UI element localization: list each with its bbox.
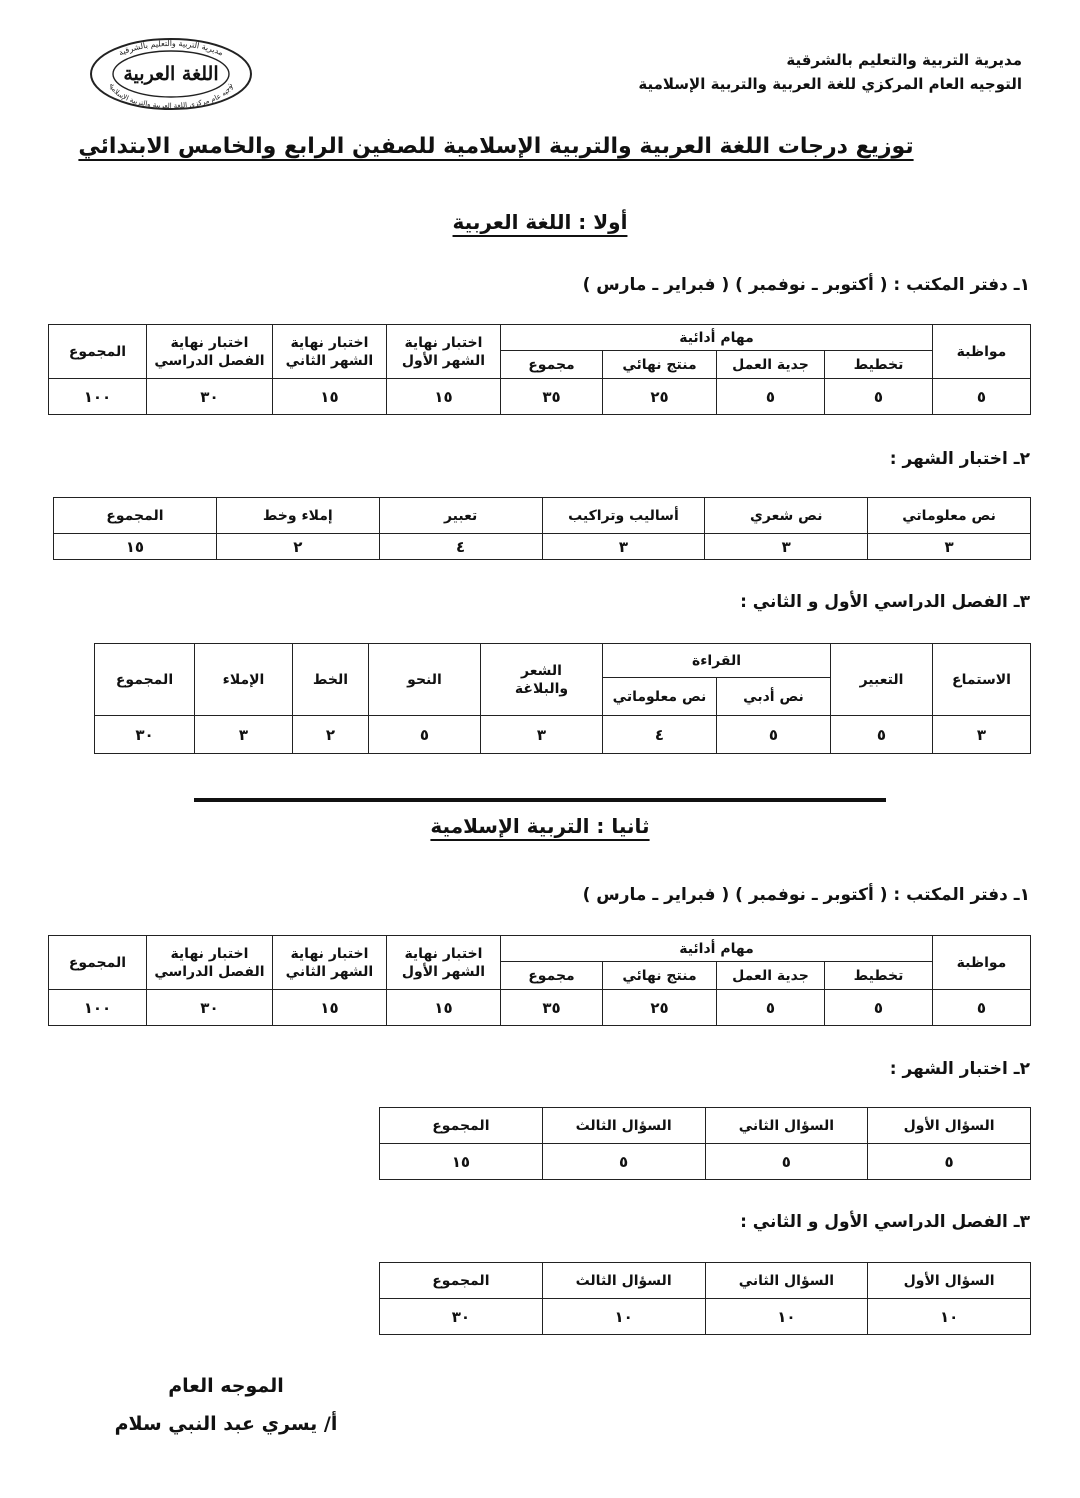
value-cell: ٥ (717, 379, 825, 415)
value-cell: ١٥ (54, 534, 217, 560)
value-cell: ٢٥ (603, 990, 717, 1026)
header-poetic-text: نص شعري (705, 498, 868, 534)
month-test-table-islamic (379, 1107, 1031, 1180)
header-literary-text: نص أدبي (717, 678, 831, 716)
table-row (380, 1144, 1031, 1180)
value-cell: ٣ (933, 716, 1031, 754)
notebook-grades-table-islamic (48, 935, 1031, 1026)
value-cell: ٥ (933, 379, 1031, 415)
header-performance-tasks: مهام أدائية (500, 325, 932, 351)
header-listening: الاستماع (933, 644, 1031, 716)
header-informational-text: نص معلوماتي (603, 678, 717, 716)
header-handwriting: الخط (293, 644, 369, 716)
header-planning: تخطيط (825, 962, 933, 990)
value-cell: ٣ (481, 716, 603, 754)
table-row (95, 716, 1031, 754)
value-cell: ٥ (369, 716, 481, 754)
header-question-3: السؤال الثالث (542, 1108, 705, 1144)
value-cell: ١٠٠ (48, 990, 146, 1026)
header-question-1: السؤال الأول (868, 1108, 1031, 1144)
value-cell: ١٥ (272, 379, 386, 415)
value-cell: ٥ (933, 990, 1031, 1026)
value-cell: ٤ (379, 534, 542, 560)
header-total: المجموع (380, 1263, 543, 1299)
header-month1-test: اختبار نهاية الشهر الأول (386, 936, 500, 990)
header-question-3: السؤال الثالث (542, 1263, 705, 1299)
month-test-label-arabic: ٢ـ اختبار الشهر : (889, 449, 1030, 469)
notebook-label-arabic: ١ـ دفتر المكتب : ( أكتوبر ـ نوفمبر ) ( فبراير ـ مارس ) (582, 275, 1030, 295)
directorate-line: مديرية التربية والتعليم بالشرقية (786, 51, 1022, 69)
document-title: توزيع درجات اللغة العربية والتربية الإسلامية للصفين الرابع والخامس الابتدائي (78, 134, 914, 159)
logo-center-text: اللغة العربية (123, 63, 219, 85)
logo-ring-top-text: مديرية التربية والتعليم بالشرقية (117, 38, 225, 58)
value-cell: ٥ (717, 990, 825, 1026)
header-total: المجموع (48, 325, 146, 379)
value-cell: ٥ (825, 379, 933, 415)
header-tasks-sum: مجموع (500, 351, 602, 379)
value-cell: ٣٥ (500, 379, 602, 415)
term-test-label-islamic: ٣ـ الفصل الدراسي الأول و الثاني : (740, 1212, 1030, 1232)
month-test-table-arabic (53, 497, 1031, 560)
table-row (54, 534, 1031, 560)
value-cell: ٣ (195, 716, 293, 754)
value-cell: ١٥ (386, 379, 500, 415)
header-seriousness: جدية العمل (717, 351, 825, 379)
header-planning: تخطيط (825, 351, 933, 379)
section-heading-islamic: ثانيا : التربية الإسلامية (430, 814, 650, 838)
header-total: المجموع (380, 1108, 543, 1144)
value-cell: ١٥ (272, 990, 386, 1026)
value-cell: ٣٥ (500, 990, 602, 1026)
header-total: المجموع (48, 936, 146, 990)
header-term-test: اختبار نهاية الفصل الدراسي (146, 936, 272, 990)
header-attendance: مواظبة (933, 936, 1031, 990)
header-total: المجموع (54, 498, 217, 534)
header-reading: القراءة (603, 644, 831, 678)
value-cell: ٣٠ (146, 990, 272, 1026)
value-cell: ٥ (542, 1144, 705, 1180)
value-cell: ٣٠ (95, 716, 195, 754)
header-question-2: السؤال الثاني (705, 1263, 868, 1299)
month-test-label-islamic: ٢ـ اختبار الشهر : (889, 1059, 1030, 1079)
header-month2-test: اختبار نهاية الشهر الثاني (272, 936, 386, 990)
value-cell: ١٠٠ (48, 379, 146, 415)
signature-role: الموجه العام (168, 1375, 284, 1397)
table-row (48, 379, 1030, 415)
signature-name: أ/ يسري عبد النبي سلام (114, 1413, 338, 1435)
value-cell: ٣ (705, 534, 868, 560)
header-final-product: منتج نهائي (603, 962, 717, 990)
header-total: المجموع (95, 644, 195, 716)
header-grammar: النحو (369, 644, 481, 716)
term-test-table-islamic (379, 1262, 1031, 1335)
table-row (380, 1299, 1031, 1335)
header-final-product: منتج نهائي (603, 351, 717, 379)
value-cell: ٤ (603, 716, 717, 754)
header-month1-test: اختبار نهاية الشهر الأول (386, 325, 500, 379)
header-seriousness: جدية العمل (717, 962, 825, 990)
header-tasks-sum: مجموع (500, 962, 602, 990)
header-attendance: مواظبة (933, 325, 1031, 379)
inspection-line: التوجيه العام المركزي للغة العربية والتربية الإسلامية (638, 75, 1022, 93)
value-cell: ٥ (705, 1144, 868, 1180)
value-cell: ١٥ (386, 990, 500, 1026)
value-cell: ٢ (293, 716, 369, 754)
header-month2-test: اختبار نهاية الشهر الثاني (272, 325, 386, 379)
header-styles: أساليب وتراكيب (542, 498, 705, 534)
header-poetry-rhetoric: الشعر والبلاغة (481, 644, 603, 716)
value-cell: ٣٠ (380, 1299, 543, 1335)
value-cell: ١٥ (380, 1144, 543, 1180)
value-cell: ١٠ (542, 1299, 705, 1335)
header-expression: تعبير (379, 498, 542, 534)
header-question-2: السؤال الثاني (705, 1108, 868, 1144)
value-cell: ٣٠ (146, 379, 272, 415)
value-cell: ٣ (542, 534, 705, 560)
value-cell: ٥ (717, 716, 831, 754)
header-performance-tasks: مهام أدائية (500, 936, 932, 962)
value-cell: ١٠ (868, 1299, 1031, 1335)
value-cell: ٥ (868, 1144, 1031, 1180)
notebook-grades-table-arabic (48, 324, 1031, 415)
header-term-test: اختبار نهاية الفصل الدراسي (146, 325, 272, 379)
term-test-table-arabic (94, 643, 1031, 754)
header-informational-text: نص معلوماتي (868, 498, 1031, 534)
arabic-language-seal-logo (88, 36, 254, 112)
value-cell: ٥ (831, 716, 933, 754)
value-cell: ٢ (216, 534, 379, 560)
header-expression: التعبير (831, 644, 933, 716)
notebook-label-islamic: ١ـ دفتر المكتب : ( أكتوبر ـ نوفمبر ) ( فبراير ـ مارس ) (582, 885, 1030, 905)
value-cell: ٥ (825, 990, 933, 1026)
term-test-label-arabic: ٣ـ الفصل الدراسي الأول و الثاني : (740, 592, 1030, 612)
value-cell: ٢٥ (603, 379, 717, 415)
header-dictation: الإملاء (195, 644, 293, 716)
value-cell: ١٠ (705, 1299, 868, 1335)
header-text (638, 48, 1022, 96)
header-question-1: السؤال الأول (868, 1263, 1031, 1299)
table-row (48, 990, 1030, 1026)
value-cell: ٣ (868, 534, 1031, 560)
header-dictation-handwriting: إملاء وخط (216, 498, 379, 534)
section-heading-arabic: أولا : اللغة العربية (452, 210, 628, 234)
section-divider (194, 798, 886, 802)
logo-ring-bottom-text: توجيه عام مركزي اللغة العربية والتربية الإسلامية (107, 82, 235, 110)
